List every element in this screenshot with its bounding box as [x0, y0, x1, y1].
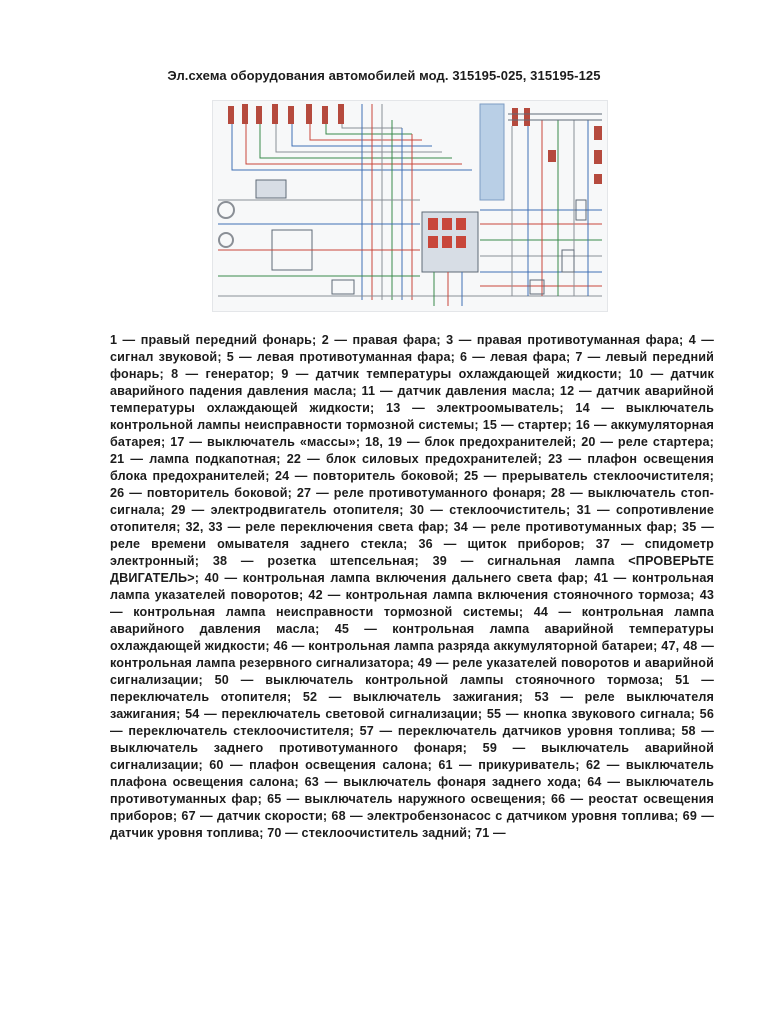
wiring-schematic [212, 100, 608, 312]
legend-text: 1 — правый передний фонарь; 2 — правая фара; 3 — правая противотуманная фара; 4 — сигнал звуковой; 5 — левая противотуманная фара; 6 — левая фара; 7 — левый передний фонарь; 8 — генератор; 9 — датчик температуры охлаждающей жидкости; 10 — датчик аварийного падения давления масла; 11 — датчик давления масла; 12 — датчик аварийной температуры охлаждающей жидкости; 13 — электроомыватель; 14 — выключатель контрольной лампы неисправности тормозной системы; 15 — стартер; 16 — аккумуляторная батарея; 17 — выключатель «массы»; 18, 19 — блок предохранителей; 20 — реле стартера; 21 — лампа подкапотная; 22 — блок силовых предохранителей; 23 — плафон освещения блока предохранителей; 24 — повторитель боковой; 25 — прерыватель стеклоочистителя; 26 — повторитель боковой; 27 — реле противотуманного фонаря; 28 — выключатель стоп-сигнала; 29 — электродвигатель отопителя; 30 — стеклоочиститель; 31 — сопротивление отопителя; 32, 33 — реле переключения света фар; 34 — реле противотуманных фар; 35 — реле времени омывателя заднего стекла; 36 — щиток приборов; 37 — спидометр электронный; 38 — розетка штепсельная; 39 — сигнальная лампа <ПРОВЕРЬТЕ ДВИГАТЕЛЬ>; 40 — контрольная лампа включения дальнего света фар; 41 — контрольная лампа указателей поворотов; 42 — контрольная лампа включения стояночного тормоза; 43 — контрольная лампа неисправности тормозной системы; 44 — контрольная лампа аварийного давления масла; 45 — контрольная лампа аварийной температуры охлаждающей жидкости; 46 — контрольная лампа разряда аккумуляторной батареи; 47, 48 — контрольная лампа резервного сигнализатора; 49 — реле указателей поворотов и аварийной сигнализации; 50 — выключатель контрольной лампы стояночного тормоза; 51 — переключатель отопителя; 52 — выключатель зажигания; 53 — реле выключателя зажигания; 54 — переключатель световой сигнализации; 55 — кнопка звукового сигнала; 56 — переключатель стеклоочистителя; 57 — переключатель датчиков уровня топлива; 58 — выключатель заднего противотуманного фонаря; 59 — выключатель аварийной сигнализации; 60 — плафон освещения салона; 61 — прикуриватель; 62 — выключатель плафона освещения салона; 63 — выключатель фонаря заднего хода; 64 — выключатель противотуманных фар; 65 — выключатель наружного освещения; 66 — реостат освещения приборов; 67 — датчик скорости; 68 — электробензонасос с датчиком уровня топлива; 69 — датчик уровня топлива; 70 — стеклоочиститель задний; 71 — [110, 333, 714, 840]
document-title: Эл.схема оборудования автомобилей мод. 315195-025, 315195-125 [167, 68, 601, 83]
